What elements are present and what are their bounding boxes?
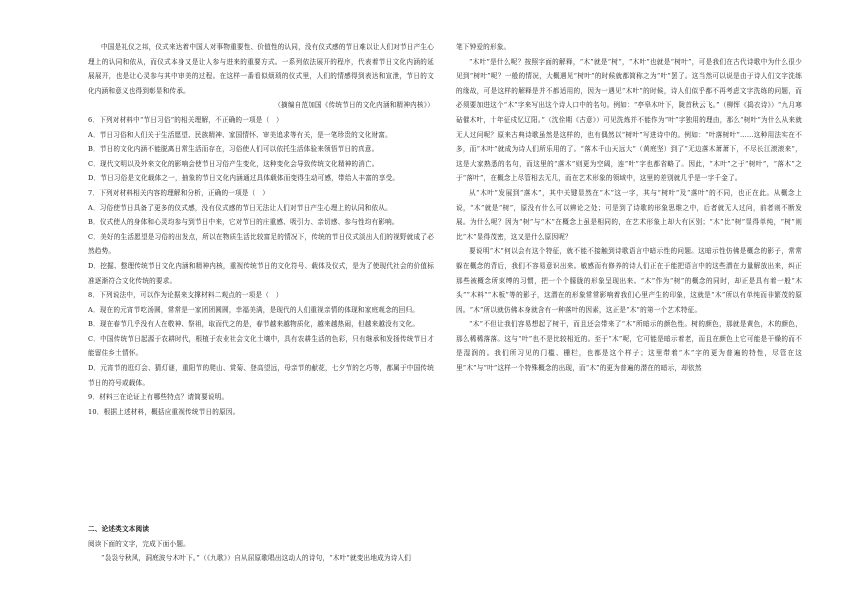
question-6-option-c: C．现代文明以及外来文化的影响会使节日习俗产生变化，这种变化会导致传统文化精神的消亡。 [88,159,379,168]
question-7: 7．下列对材料相关内容的理解和分析，正确的一项是（ ） [88,188,270,197]
question-10: 10．根据上述材料，概括应重视传统节日的原因。 [88,407,240,416]
question-7-option-b: B．仪式使人的身体和心灵均参与到节日中来，它对节日的庄重感、吸引力、亲切感、参与性均有影响。 [88,218,399,227]
section-instruction: 阅读下面的文字，完成下面小题。 [88,539,190,548]
section-two [88,522,434,566]
citation: （摘编自范加国《传统节日的文化内涵和精神内核》） [274,101,434,110]
question-7-option-d: D．挖掘、整理传统节日文化内涵和精神内核，重视传统节日的文化符号、载体及仪式，是为了使现代社会的价值标准逐渐符合文化传统的要求。 [88,261,434,285]
question-6-option-b: B．节日的文化内涵不能脱离日常生活而存在，习俗使人们可以依托生活体验来领悟节日的真意。 [88,145,379,154]
question-6: 6．下列对材料中“节日习俗”的相关理解，不正确的一项是（ ） [88,115,283,124]
passage-paragraph-3: 从“木叶”发展到“落木”，其中关键显然在“木”这一字，其与“树叶”及“落叶”的不同，也正在此。从概念上说，“木”就是“树”，原没有什么可以辨论之处；可是到了诗歌的形象思维之中，后者就无人过问，前者则不断发展。为什么呢？因为“树”与“木”在概念上虽是相同的，在艺术形象上却大有区别；“木”比“树”显得单纯，“树”则比“木”显得茂密，这又是什么原因呢？ [456,188,802,241]
question-7-option-a: A．习俗使节日具备了更多的仪式感，没有仪式感的节日无法让人们对节日产生心理上的认同和依从。 [88,203,392,212]
right-column [456,40,802,376]
question-8-option-c: C．中国传统节日起源于农耕时代，根植于农业社会文化土壤中，具有农耕生活的色彩，只有继承和发扬传统节日才能留住乡土情怀。 [88,334,434,358]
question-8-option-a: A．现在的元宵节吃汤圆，常常是一家团团圆圆，幸福美满，是现代的人们重视亲情的体现和家庭观念的回归。 [88,305,420,314]
passage-paragraph-5: “木”不但让我们容易想起了树干，而且还会带来了“木”所暗示的颜色性。树的颜色，那就是黄色，木的颜色，那么稀稀落落。这与“叶”也不是比较相近的。至于“木”呢，它可能是暗示着老，而且在颜色上它可能是干燥的而不是湿润的。我们所习见的门槛、栅栏，也都是这个样子；这里带着“木”字的更为普遍的特性，尽管在这里“木”与“叶”这样一个特殊概念的出现，而“木”的更为普遍的潜在的暗示，却依然 [456,320,802,373]
passage-continuation: 笔下钟爱的形象。 [456,43,511,51]
passage-paragraph-2: “木叶”是什么呢？按照字面的解释，“木”就是“树”，“木叶”也就是“树叶”，可是我们在古代诗歌中为什么很少见到“树叶”呢？一般的情况，大概遇见“树叶”的时候就都简称之为“叶”罢了。这当然可以说是由于诗人们文字洗练的缘故，可是这样的解释是并不都适用的，因为一遇见“木叶”的时候，诗人们似乎都不再考虑文字洗练的问题，而必须要加进这个“木”字来写出这个诗人口中的名句。例如：“亭皋木叶下，陇首秋云飞。”（柳恽《捣衣诗》）“九月寒砧催木叶，十年征戍忆辽阳。”（沈佺期《古意》）可见洗炼并不能作为“叶”字独用的理由，那么“树叶”为什么从来就无人过问呢？原来古典诗歌虽然是这样的，也有偶然以“树叶”写进诗中的。例如：“叶落树叶”……这种用法实在不多，而“木叶”就成为诗人们所乐用的了。“落木千山天远大”（黄庭坚）到了“无边落木萧萧下，不尽长江滚滚来”，这是大家熟悉的名句，而这里的“落木”则更为空阔，连“叶”字也都省略了。因此，“木叶”之于“树叶”，“落木”之于“落叶”，在概念上尽管相去无几，而在艺术形象的领域中，这里的差别就几乎是一字千金了。 [456,57,802,183]
question-7-option-c: C．美好的生活愿望是习俗的出发点，所以在物质生活比较富足的情况下，传统的节日仪式淡出人们的视野就成了必然趋势。 [88,232,434,256]
intro-paragraph: 中国是礼仪之邦，仪式来达着中国人对事物重要性、价值性的认同，没有仪式感的节日难以让人们对节日产生心理上的认同和依从，而仪式本身又是让人参与进来的重要方式。一系列依法展开的程序，代表着节日文化内涵的延展展开，也是让心灵参与其中审美的过程。在这样一番看似烦琐的仪式里，人们的情感得到表达和宣泄，节日的文化内涵和意义也得到彰显和传承。 [88,43,434,95]
question-6-option-a: A．节日习俗和人们关于生活愿望、民族精神、家国情怀、审美追求等有关，是一笔珍贵的文化财富。 [88,130,392,139]
question-8: 8．下列说法中，可以作为论据来支撑材料二观点的一项是（ ） [88,291,283,300]
left-column [88,40,434,419]
passage-paragraph-4: 要说明“木”何以会有这个特征，就不能不接触到诗歌语言中暗示性的问题。这暗示性仿佛是概念的影子，常常躲在概念的背后，我们不容易意识出来。敏感而有修养的诗人们正在于能把语言中的这些潜在力量解放出来，纠正那些被概念所束缚的习惯，把一个个朦胧的形象呈现出来。“木”作为“树”的概念的同时，却正是具有着一般“木头”“木料”“木板”等的影子，这潜在的形象常常影响着我们心里产生的印象，这就是“木”所以有单纯而非繁茂的原因。“木”所以就仿佛本身就含有一种落叶的因素，这正是“木”的第一个艺术特征。 [456,247,802,314]
question-6-option-d: D．节日习俗是文化载体之一，抽象的节日文化内涵通过具体载体而变得生动可感，带给人丰富的享受。 [88,174,400,183]
question-8-option-b: B．现在春节几乎没有人在敬神、祭祖，取而代之的是，春节越来越物质化，越来越热闹，但越来越没有文化。 [88,320,420,329]
question-8-option-d: D．元宵节的逛灯会、猜灯谜，重阳节的爬山、赏菊、登高望远，母亲节的献花，七夕节的乞巧等，都属于中国传统节日的符号或载体。 [88,364,434,387]
passage-start: “袅袅兮秋风，洞庭波兮木叶下。”（《九歌》）自从屈原歌唱出这动人的诗句，“木叶”就变出地成为诗人们 [101,554,412,563]
question-9: 9．材料三在论证上有哪些特点？请简要说明。 [88,393,229,402]
section-title: 二、论述类文本阅读 [88,525,150,533]
